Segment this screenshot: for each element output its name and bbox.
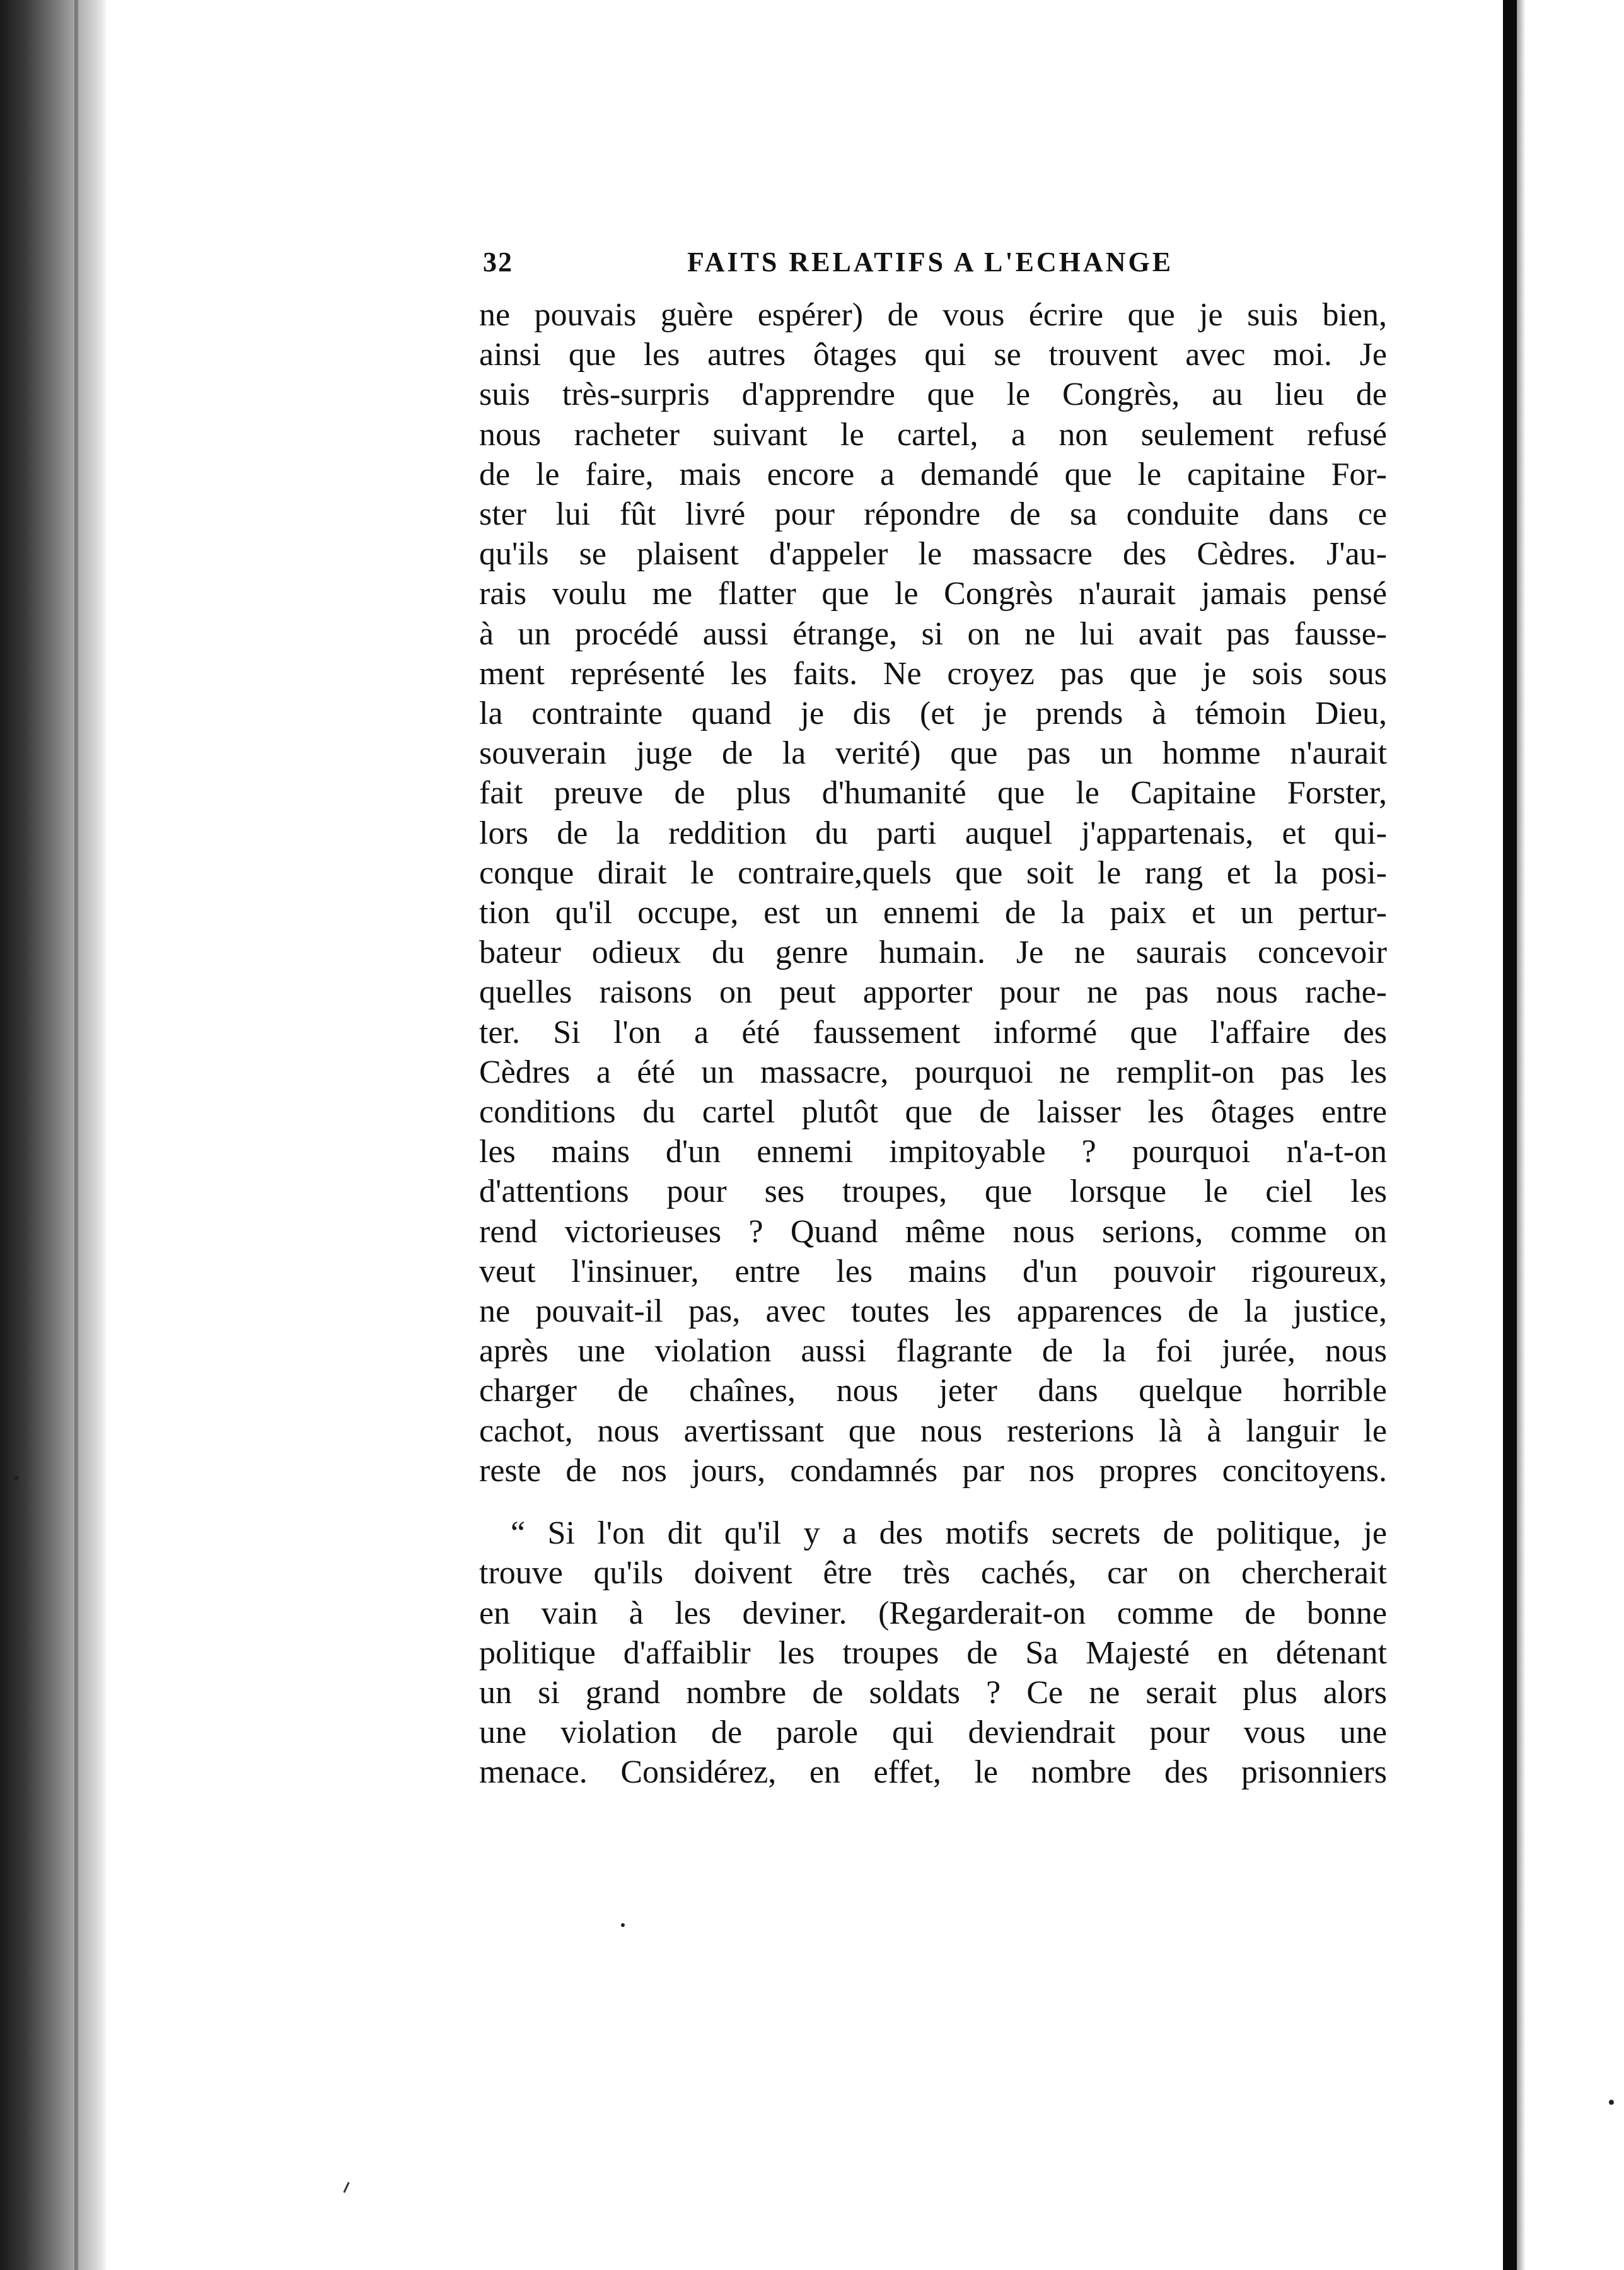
text-line: nous racheter suivant le cartel, a non seulement refusé: [479, 416, 1387, 453]
text-line: de le faire, mais encore a demandé que le capitaine For-: [479, 456, 1387, 492]
text-line: Cèdres a été un massacre, pourquoi ne remplit-on pas les: [479, 1054, 1387, 1090]
text-line: tion qu'il occupe, est un ennemi de la paix et un pertur-: [479, 895, 1387, 931]
text-line: suis très-surpris d'apprendre que le Congrès, au lieu de: [479, 376, 1387, 413]
text-line: souverain juge de la verité) que pas un homme n'aurait: [479, 735, 1387, 772]
adjacent-page-edge: [1517, 0, 1624, 2270]
text-line: la contrainte quand je dis (et je prends à témoin Dieu,: [479, 696, 1387, 732]
paragraph-gap: [479, 1491, 1387, 1513]
text-line: veut l'insinuer, entre les mains d'un pouvoir rigoureux,: [479, 1253, 1387, 1289]
scan-speck: [14, 1476, 19, 1481]
paragraph: [479, 295, 1387, 1491]
text-line: une violation de parole qui deviendrait pour vous une: [479, 1714, 1387, 1751]
text-line: rend victorieuses ? Quand même nous serions, comme on: [479, 1213, 1387, 1250]
text-line: ter. Si l'on a été faussement informé que l'affaire des: [479, 1014, 1387, 1051]
text-line: trouve qu'ils doivent être très cachés, car on chercherait: [479, 1555, 1387, 1592]
text-line: d'attentions pour ses troupes, que lorsque le ciel les: [479, 1173, 1387, 1210]
scan-speck: [621, 1923, 625, 1927]
text-line: ster lui fût livré pour répondre de sa conduite dans ce: [479, 496, 1387, 533]
text-line: politique d'affaiblir les troupes de Sa Majesté en détenant: [479, 1634, 1387, 1671]
scan-binding-edge: [0, 0, 107, 2270]
scan-mark: [343, 2182, 349, 2193]
text-line: à un procédé aussi étrange, si on ne lui avait pas fausse-: [479, 615, 1387, 652]
text-line: rais voulu me flatter que le Congrès n'aurait jamais pensé: [479, 576, 1387, 612]
running-title: FAITS RELATIFS A L'ECHANGE: [687, 247, 1174, 277]
text-line: ne pouvait-il pas, avec toutes les apparences de la justice,: [479, 1293, 1387, 1330]
text-line: ainsi que les autres ôtages qui se trouvent avec moi. Je: [479, 337, 1387, 373]
text-line: les mains d'un ennemi impitoyable ? pourquoi n'a-t-on: [479, 1134, 1387, 1170]
text-line: conditions du cartel plutôt que de laisser les ôtages entre: [479, 1094, 1387, 1131]
text-line: un si grand nombre de soldats ? Ce ne serait plus alors: [479, 1674, 1387, 1711]
text-line: charger de chaînes, nous jeter dans quelque horrible: [479, 1373, 1387, 1409]
text-line: ment représenté les faits. Ne croyez pas que je sois sous: [479, 655, 1387, 692]
text-line: bateur odieux du genre humain. Je ne saurais concevoir: [479, 934, 1387, 971]
page-number: 32: [483, 247, 513, 277]
text-line: quelles raisons on peut apporter pour ne pas nous rache-: [479, 974, 1387, 1011]
text-line: “ Si l'on dit qu'il y a des motifs secrets de politique, je: [511, 1515, 1387, 1552]
text-line: conque dirait le contraire,quels que soit le rang et la posi-: [479, 854, 1387, 891]
text-line: après une violation aussi flagrante de la foi jurée, nous: [479, 1333, 1387, 1370]
text-line: reste de nos jours, condamnés par nos propres concitoyens.: [479, 1452, 1387, 1489]
scan-speck: [1609, 2100, 1614, 2105]
text-line: en vain à les deviner. (Regarderait-on comme de bonne: [479, 1595, 1387, 1631]
text-line: ne pouvais guère espérer) de vous écrire que je suis bien,: [479, 297, 1387, 333]
text-line: qu'ils se plaisent d'appeler le massacre des Cèdres. J'au-: [479, 536, 1387, 573]
body-text: [479, 295, 1387, 1793]
book-page: [479, 246, 1387, 1793]
text-line: lors de la reddition du parti auquel j'appartenais, et qui-: [479, 815, 1387, 851]
text-line: menace. Considérez, en effet, le nombre des prisonniers: [479, 1754, 1387, 1791]
text-line: cachot, nous avertissant que nous resterions là à languir le: [479, 1412, 1387, 1449]
text-line: fait preuve de plus d'humanité que le Capitaine Forster,: [479, 775, 1387, 812]
running-head: [479, 246, 1387, 284]
scan-page-border: [1503, 0, 1517, 2270]
paragraph: [479, 1513, 1387, 1792]
